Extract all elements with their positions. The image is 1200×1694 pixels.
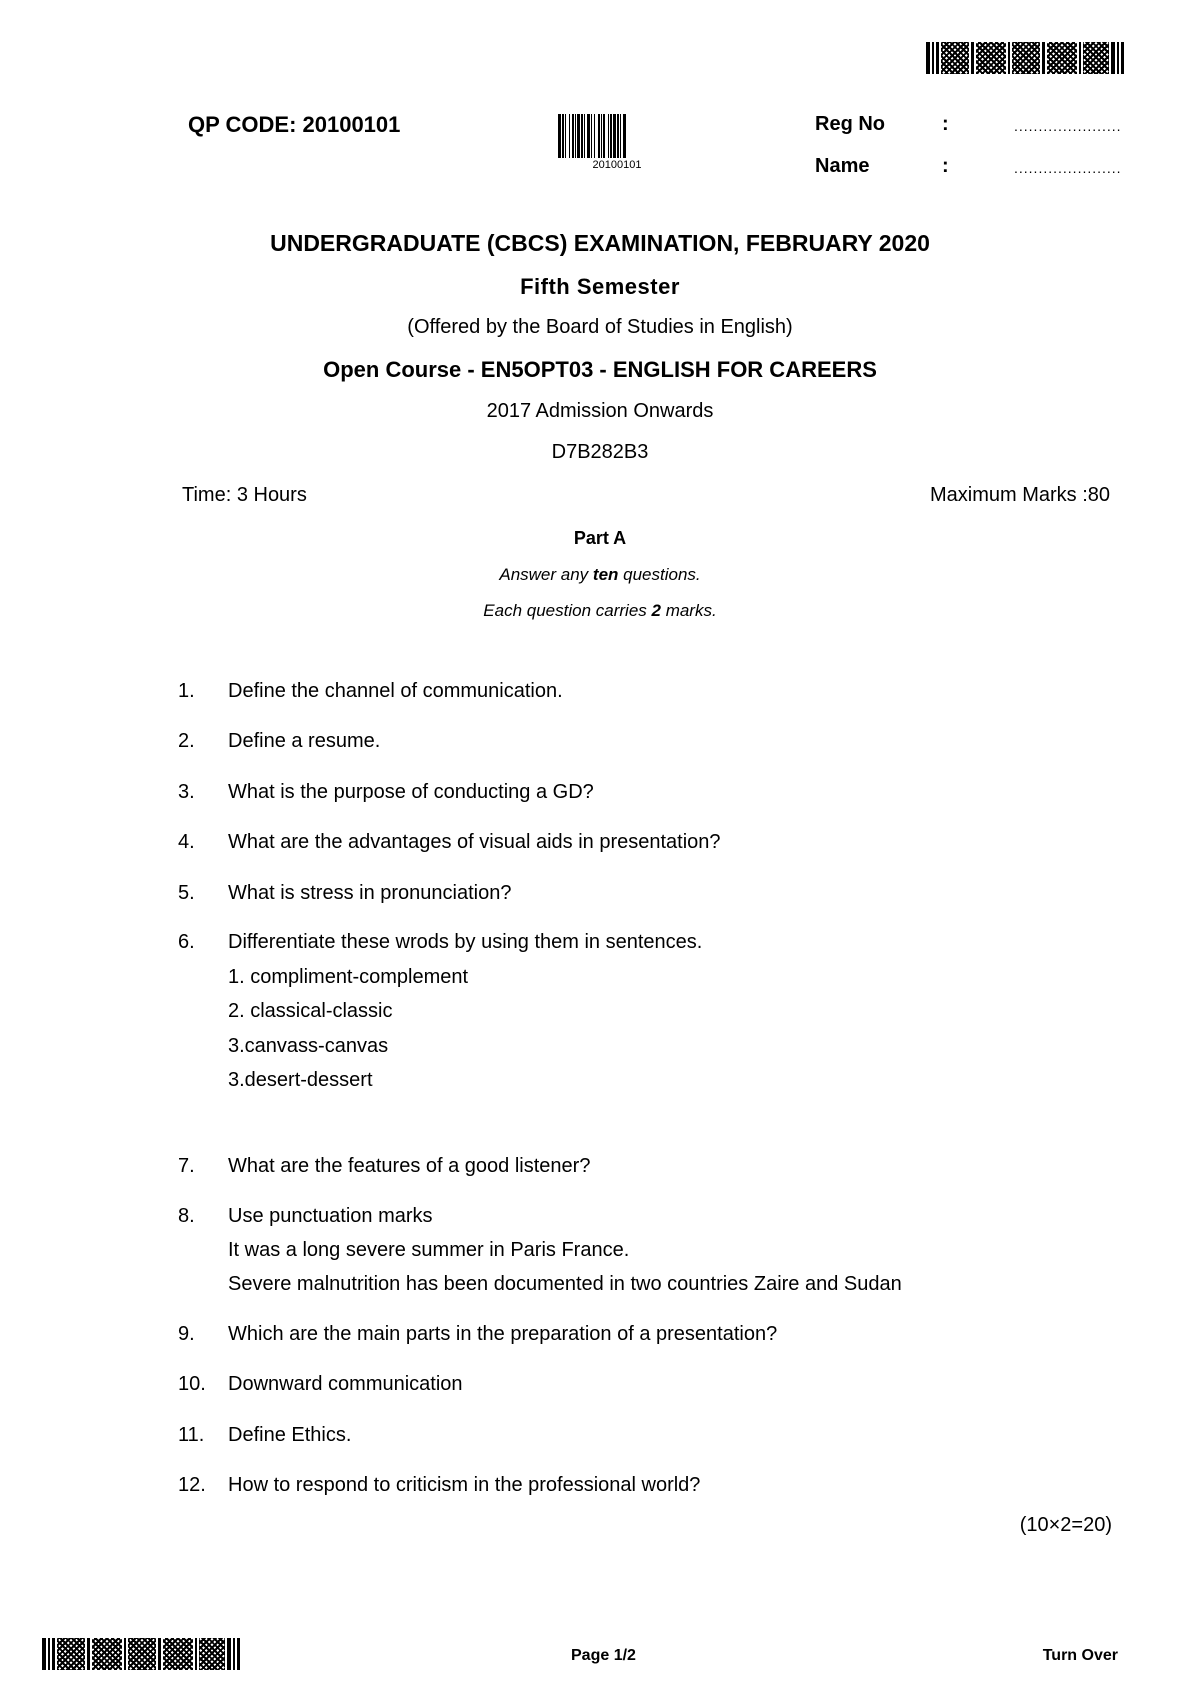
center-barcode <box>558 114 676 171</box>
question-text: What is the purpose of conducting a GD? <box>228 781 594 803</box>
question-text: Downward communication <box>228 1373 463 1395</box>
qp-code: QP CODE: 20100101 <box>188 112 401 137</box>
question-text: What are the features of a good listener? <box>228 1155 591 1177</box>
question-number: 2. <box>178 730 195 752</box>
offered-by: (Offered by the Board of Studies in English) <box>407 316 793 338</box>
barcode-bar <box>623 114 626 158</box>
question-number: 4. <box>178 831 195 853</box>
question-number: 10. <box>178 1373 206 1395</box>
marks-total: (10×2=20) <box>1019 1514 1112 1536</box>
reg-no-colon: : <box>942 113 949 135</box>
question-sub-item: 3.desert-dessert <box>228 1069 373 1091</box>
question-sub-item: It was a long severe summer in Paris France. <box>228 1239 630 1261</box>
question-number: 9. <box>178 1323 195 1345</box>
question-text: Define a resume. <box>228 730 381 752</box>
instruction-2: Each question carries 2 marks. <box>483 601 717 620</box>
question-sub-item: 1. compliment-complement <box>228 966 469 988</box>
page-number: Page 1/2 <box>571 1647 636 1664</box>
question-text: Define the channel of communication. <box>228 680 563 702</box>
time: Time: 3 Hours <box>182 484 307 506</box>
question-number: 7. <box>178 1155 195 1177</box>
reg-no-label: Reg No <box>815 113 885 135</box>
question-number: 11. <box>178 1424 205 1446</box>
name-label: Name <box>815 155 870 177</box>
question-text: Use punctuation marks <box>228 1205 433 1227</box>
question-text: What is stress in pronunciation? <box>228 882 512 904</box>
question-sub-item: 2. classical-classic <box>228 1000 393 1022</box>
turn-over: Turn Over <box>1042 1647 1118 1664</box>
bottom-left-barcode <box>42 1638 246 1670</box>
max-marks: Maximum Marks :80 <box>929 484 1110 506</box>
question-sub-item: Severe malnutrition has been documented in two countries Zaire and Sudan <box>228 1273 902 1295</box>
question-text: Differentiate these wrods by using them in sentences. <box>228 931 703 953</box>
question-number: 1. <box>178 680 195 702</box>
question-text: Which are the main parts in the preparation of a presentation? <box>228 1323 778 1345</box>
question-number: 5. <box>178 882 195 904</box>
top-right-barcode <box>926 42 1130 74</box>
barcode-number: 20100101 <box>592 159 642 171</box>
part-a-heading: Part A <box>573 528 627 548</box>
instruction-1: Answer any ten questions. <box>499 565 701 584</box>
question-number: 12. <box>178 1474 206 1496</box>
exam-title: UNDERGRADUATE (CBCS) EXAMINATION, FEBRUARY 2020 <box>270 230 930 256</box>
course-title: Open Course - EN5OPT03 - ENGLISH FOR CAREERS <box>323 357 877 382</box>
semester: Fifth Semester <box>520 274 680 299</box>
admission: 2017 Admission Onwards <box>486 400 714 422</box>
question-text: Define Ethics. <box>228 1424 352 1446</box>
question-sub-item: 3.canvass-canvas <box>228 1035 389 1057</box>
question-number: 8. <box>178 1205 195 1227</box>
question-text: What are the advantages of visual aids in presentation? <box>228 831 721 853</box>
reg-no-blank: ...................... <box>1014 118 1122 134</box>
paper-code: D7B282B3 <box>551 441 649 463</box>
question-number: 3. <box>178 781 195 803</box>
question-text: How to respond to criticism in the professional world? <box>228 1474 701 1496</box>
question-number: 6. <box>178 931 195 953</box>
name-colon: : <box>942 155 949 177</box>
name-blank: ...................... <box>1014 160 1122 176</box>
